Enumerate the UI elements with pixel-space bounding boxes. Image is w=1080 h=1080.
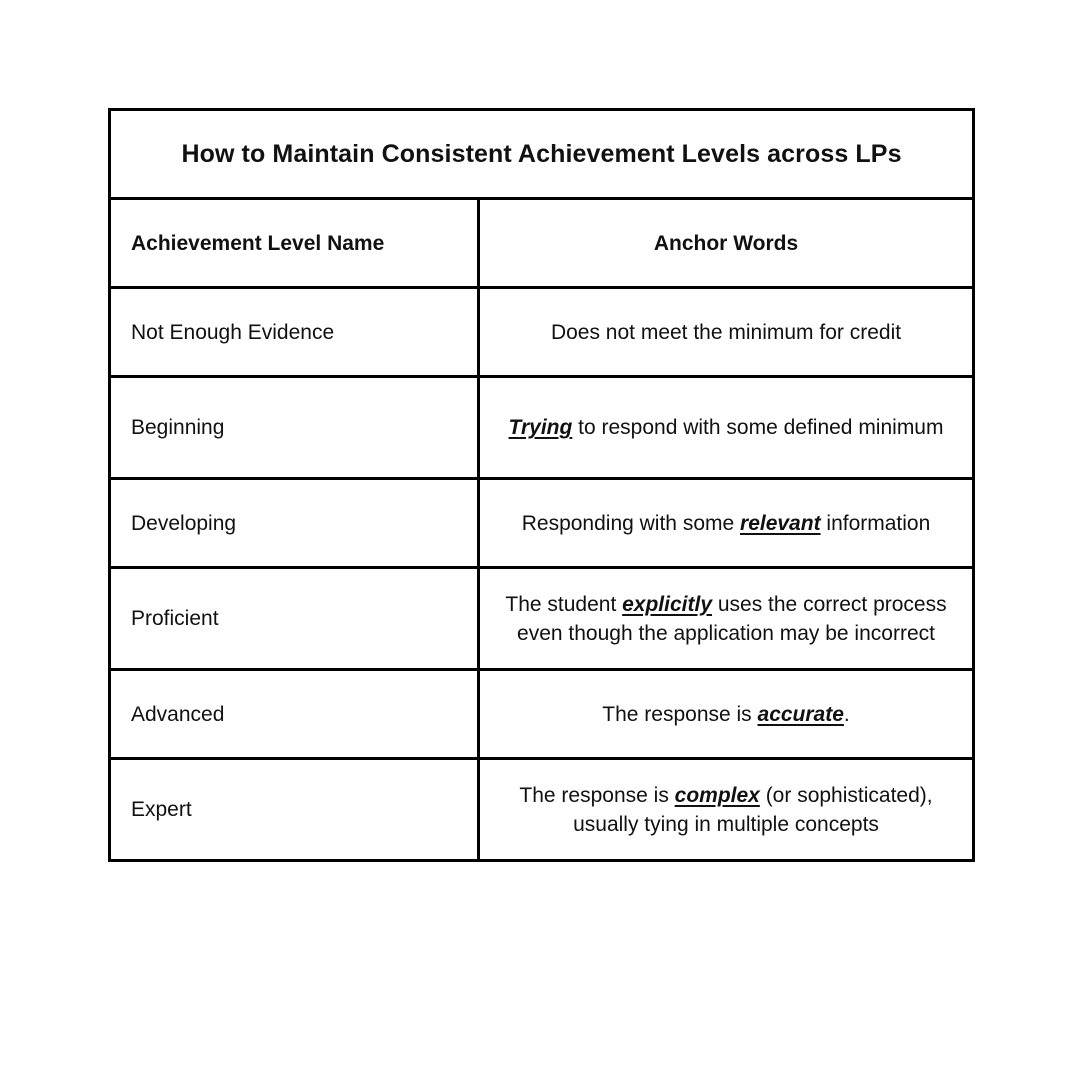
anchor-keyword: complex (674, 783, 760, 807)
anchor-text-before: Responding with some (521, 511, 741, 535)
table-title: How to Maintain Consistent Achievement Levels across LPs (110, 110, 974, 199)
anchor-text-before: The response is (602, 702, 758, 726)
anchor-words-cell (479, 479, 974, 568)
table-header-row (110, 199, 974, 288)
anchor-words-cell (479, 670, 974, 759)
header-anchor-words: Anchor Words (479, 199, 974, 288)
table-row (110, 670, 974, 759)
anchor-text-before: The student (505, 592, 623, 616)
anchor-text-after: (or sophisticated), usually tying in multiple concepts (573, 783, 933, 836)
anchor-keyword: explicitly (622, 592, 713, 616)
level-name-cell: Developing (110, 479, 479, 568)
anchor-text-after: . (843, 702, 850, 726)
table-row (110, 377, 974, 479)
anchor-keyword: relevant (740, 511, 821, 535)
anchor-text-before: Does not meet the minimum for credit (550, 320, 902, 344)
anchor-keyword: accurate (757, 702, 844, 726)
anchor-text-after: uses the correct process even though the application may be incorrect (517, 592, 947, 645)
header-level-name: Achievement Level Name (110, 199, 479, 288)
table-title-row (110, 110, 974, 199)
anchor-text-after: to respond with some defined minimum (572, 416, 944, 439)
level-name-cell: Proficient (110, 568, 479, 670)
anchor-words-cell (479, 288, 974, 377)
table-row (110, 288, 974, 377)
table-row (110, 568, 974, 670)
anchor-words-cell (479, 568, 974, 670)
level-name-cell: Expert (110, 759, 479, 861)
achievement-levels-table (108, 108, 975, 862)
level-name-cell: Advanced (110, 670, 479, 759)
level-name-cell: Beginning (110, 377, 479, 479)
anchor-keyword: Trying (508, 416, 573, 439)
anchor-text-after: information (820, 511, 931, 535)
level-name-cell: Not Enough Evidence (110, 288, 479, 377)
anchor-words-cell (479, 759, 974, 861)
anchor-text-before: The response is (519, 783, 675, 807)
table-row (110, 479, 974, 568)
anchor-words-cell (479, 377, 974, 479)
table-row (110, 759, 974, 861)
